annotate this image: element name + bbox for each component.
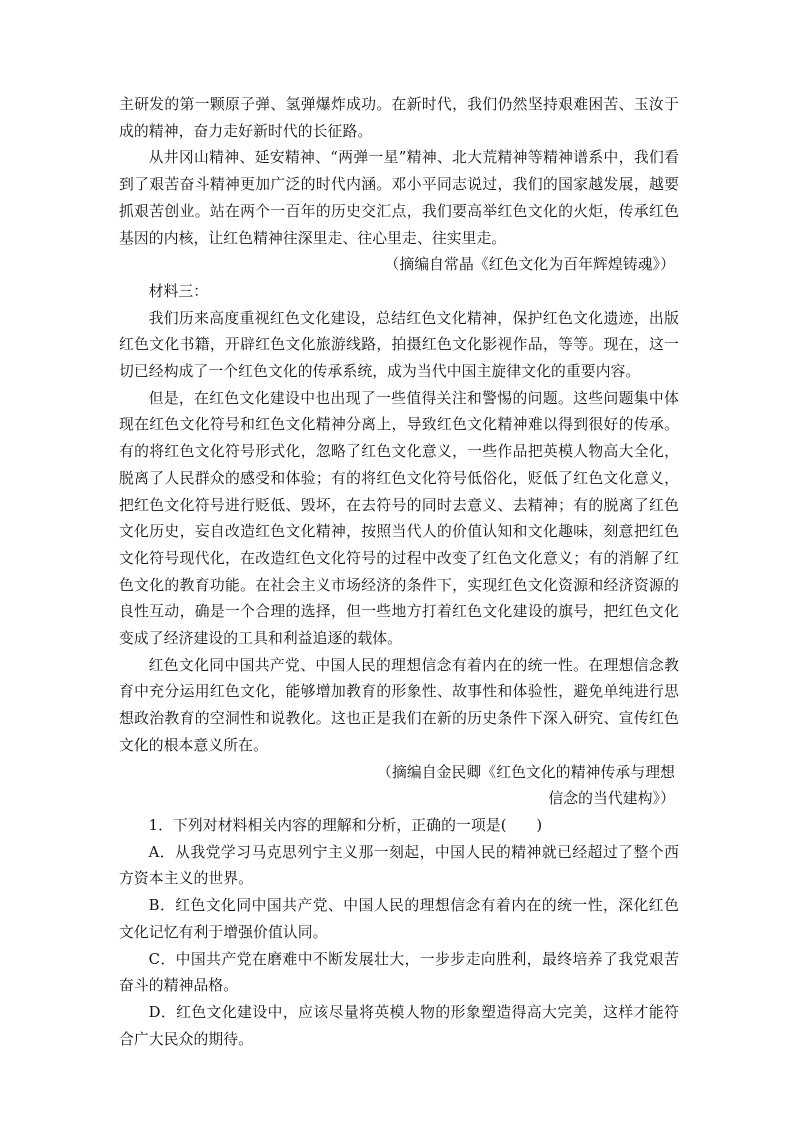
document-page (119, 92, 679, 1053)
option-b: B．红色文化同中国共产党、中国人民的理想信念有着内在的统一性，深化红色文化记忆有利于增强价值认同。 (119, 897, 679, 941)
option-a: A．从我党学习马克思列宁主义那一刻起，中国人民的精神就已经超过了整个西方资本主义的世界。 (119, 843, 679, 888)
paragraph: 我们历来高度重视红色文化建设，总结红色文化精神，保护红色文化遗迹，出版红色文化书籍，开辟红色文化旅游线路，拍摄红色文化影视作品，等等。现在，这一切已经构成了一个红色文化的传承系统，成为当代中国主旋律文化的重要内容。 (119, 309, 679, 381)
option-d: D．红色文化建设中，应该尽量将英模人物的形象塑造得高大完美，这样才能符合广大民众的期待。 (119, 1003, 679, 1048)
option-c: C．中国共产党在磨难中不断发展壮大，一步步走向胜利，最终培养了我党艰苦奋斗的精神品格。 (119, 950, 679, 995)
source-citation: （摘编自常晶《红色文化为百年辉煌铸魂》） (384, 256, 675, 274)
source-citation: （摘编自金民卿《红色文化的精神传承与理想 (377, 763, 675, 781)
source-citation: 信念的当代建构》） (548, 790, 675, 808)
question-stem: 1．下列对材料相关内容的理解和分析，正确的一项是( ) (148, 816, 543, 834)
paragraph: 从井冈山精神、延安精神、“两弹一星”精神、北大荒精神等精神谱系中，我们看到了艰苦奋斗精神更加广泛的时代内涵。邓小平同志说过，我们的国家越发展，越要抓艰苦创业。站在两个一百年的历史交汇点，我们要高举红色文化的火炬，传承红色基因的内核，让红色精神往深里走、往心里走、往实里走。 (119, 149, 679, 247)
paragraph: 但是，在红色文化建设中也出现了一些值得关注和警惕的问题。这些问题集中体现在红色文化符号和红色文化精神分离上，导致红色文化精神难以得到很好的传承。有的将红色文化符号形式化，忽略了红色文化意义，一些作品把英模人物高大全化，脱离了人民群众的感受和体验；有的将红色文化符号低俗化，贬低了红色文化意义，把红色文化符号进行贬低、毁坏，在去符号的同时去意义、去精神；有的脱离了红色文化历史，妄自改造红色文化精神，按照当代人的价值认知和文化趣味，刻意把红色文化符号现代化，在改造红色文化符号的过程中改变了红色文化意义；有的消解了红色文化的教育功能。在社会主义市场经济的条件下，实现红色文化资源和经济资源的良性互动，确是一个合理的选择，但一些地方打着红色文化建设的旗号，把红色文化变成了经济建设的工具和利益追逐的载体。 (119, 389, 679, 648)
paragraph: 红色文化同中国共产党、中国人民的理想信念有着内在的统一性。在理想信念教育中充分运用红色文化，能够增加教育的形象性、故事性和体验性，避免单纯进行思想政治教育的空洞性和说教化。这也正是我们在新的历史条件下深入研究、宣传红色文化的根本意义所在。 (119, 656, 679, 754)
paragraph: 主研发的第一颗原子弹、氢弹爆炸成功。在新时代，我们仍然坚持艰难困苦、玉汝于成的精神，奋力走好新时代的长征路。 (119, 96, 679, 140)
material-heading: 材料三： (148, 282, 209, 300)
